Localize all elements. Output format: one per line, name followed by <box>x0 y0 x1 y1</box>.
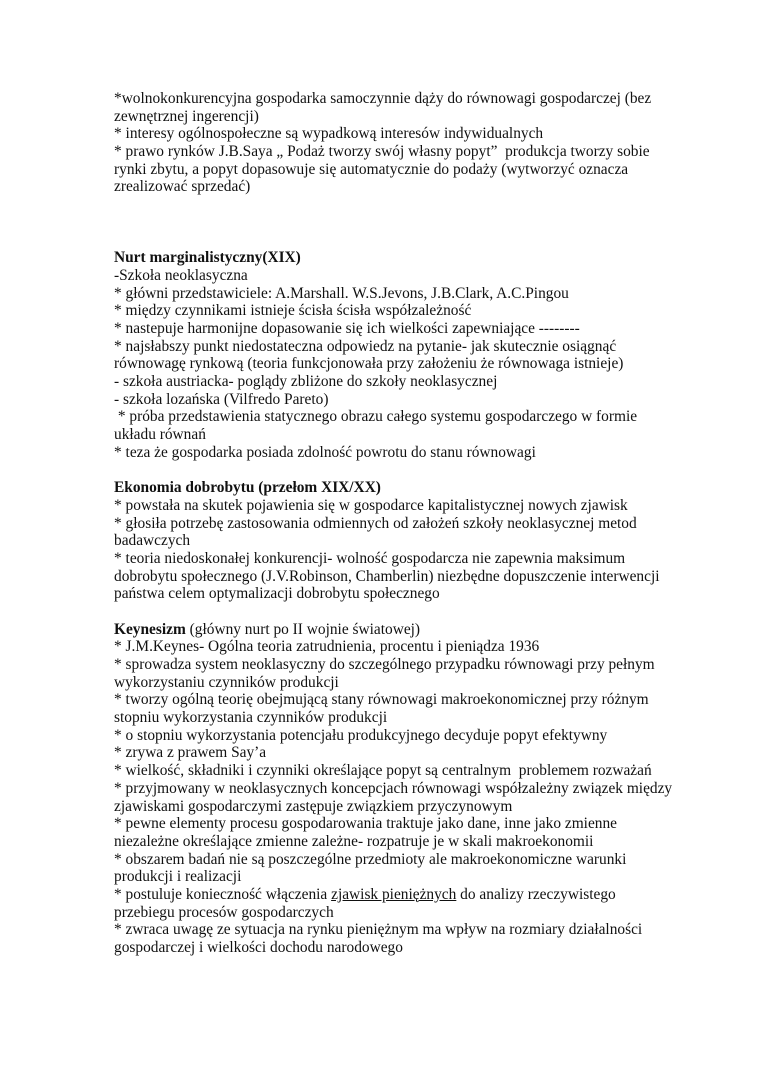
text-line: przebiegu procesów gospodarczych <box>114 903 334 921</box>
text-line: * sprowadza system neoklasyczny do szczególnego przypadku równowagi przy pełnym <box>114 656 655 673</box>
text-line: * między czynnikami istnieje ścisła ścisła współzależność <box>114 302 472 320</box>
text-line: niezależne określające zmienne zależne- rozpatruje je w skali makroekonomii <box>114 832 594 850</box>
section-heading: Keynesizm <box>114 620 186 638</box>
text-line: - szkoła austriacka- poglądy zbliżone do szkoły neoklasycznej <box>114 373 498 390</box>
spacer <box>114 603 674 621</box>
text-line: * tworzy ogólną teorię obejmującą stany równowagi makroekonomicznej przy różnym <box>114 691 649 709</box>
spacer <box>114 461 674 479</box>
section-heading: Ekonomia dobrobytu (przełom XIX/XX) <box>114 479 381 497</box>
text-line: * prawo rynków J.B.Saya „ Podaż tworzy swój własny popyt” produkcja tworzy sobie <box>114 143 650 161</box>
text-line: równowagę rynkową (teoria funkcjonowała przy założeniu że równowaga istnieje) <box>114 355 624 373</box>
text-line: * głosiła potrzebę zastosowania odmiennych od założeń szkoły neoklasycznej metod <box>114 514 637 532</box>
text-line: * teza że gospodarka posiada zdolność powrotu do stanu równowagi <box>114 443 536 461</box>
text-line: gospodarczej i wielkości dochodu narodowego <box>114 939 403 956</box>
keynesianism-section <box>114 621 674 957</box>
text-line: układu równań <box>114 426 206 444</box>
text-line: stopniu wykorzystania czynników produkcji <box>114 709 388 727</box>
marginalism-section <box>114 249 674 461</box>
text-line: * nastepuje harmonijne dopasowanie się ich wielkości zapewniające -------- <box>114 319 580 337</box>
text-line: wykorzystaniu czynników produkcji <box>114 673 339 691</box>
text-line: badawczych <box>114 532 191 550</box>
spacer <box>114 232 674 250</box>
welfare-section <box>114 479 674 603</box>
text-line: * główni przedstawiciele: A.Marshall. W.S.Jevons, J.B.Clark, A.C.Pingou <box>114 284 569 302</box>
text-line: * zwraca uwagę ze sytuacja na rynku pieniężnym ma wpływ na rozmiary działalności <box>114 921 643 939</box>
text-line: * teoria niedoskonałej konkurencji- wolność gospodarcza nie zapewnia maksimum <box>114 549 626 567</box>
text-line: * próba przedstawienia statycznego obrazu całego systemu gospodarczego w formie <box>114 408 638 426</box>
text-line: * obszarem badań nie są poszczególne przedmioty ale makroekonomiczne warunki <box>114 850 627 868</box>
text-line: *wolnokonkurencyjna gospodarka samoczynnie dąży do równowagi gospodarczej (bez <box>114 90 652 107</box>
intro-section <box>114 90 674 196</box>
text-line: produkcji i realizacji <box>114 868 242 886</box>
text-line <box>114 886 674 904</box>
section-heading: Nurt marginalistyczny(XIX) <box>114 249 301 267</box>
text-line: * interesy ogólnospołeczne są wypadkową interesów indywidualnych <box>114 125 544 143</box>
text-line: zjawiskami gospodarczymi zastępuje związkiem przyczynowym <box>114 797 513 815</box>
text-line: * najsłabszy punkt niedostateczna odpowiedz na pytanie- jak skutecznie osiągnąć <box>114 337 617 355</box>
text-line: zrealizować sprzedać) <box>114 178 251 196</box>
text-line: * powstała na skutek pojawienia się w gospodarce kapitalistycznej nowych zjawisk <box>114 496 628 514</box>
text-fragment: do analizy rzeczywistego <box>456 885 616 903</box>
text-line: zewnętrznej ingerencji) <box>114 107 259 125</box>
text-line: - szkoła lozańska (Vilfredo Pareto) <box>114 390 329 408</box>
money-phenomena-link[interactable]: zjawisk pieniężnych <box>331 885 457 903</box>
section-subtitle: (główny nurt po II wojnie światowej) <box>185 620 421 638</box>
text-line: dobrobytu społecznego (J.V.Robinson, Chamberlin) niezbędne dopuszczenie interwencji <box>114 567 660 585</box>
spacer <box>114 214 674 232</box>
text-line: * przyjmowany w neoklasycznych koncepcjach równowagi współzależny związek między <box>114 779 673 797</box>
text-line: rynki zbytu, a popyt dopasowuje się automatycznie do podaży (wytworzyć oznacza <box>114 160 629 178</box>
text-line: * J.M.Keynes- Ogólna teoria zatrudnienia, procentu i pieniądza 1936 <box>114 638 540 656</box>
text-line: * wielkość, składniki i czynniki określające popyt są centralnym problemem rozważań <box>114 762 652 780</box>
spacer <box>114 196 674 214</box>
text-line: * pewne elementy procesu gospodarowania traktuje jako dane, inne jako zmienne <box>114 815 618 833</box>
text-line: państwa celem optymalizacji dobrobytu społecznego <box>114 585 440 603</box>
document-page <box>114 90 674 957</box>
text-line: * zrywa z prawem Say’a <box>114 744 267 762</box>
text-line: -Szkoła neoklasyczna <box>114 266 248 284</box>
text-line: * o stopniu wykorzystania potencjału produkcyjnego decyduje popyt efektywny <box>114 726 608 744</box>
section-heading-line <box>114 621 674 639</box>
text-fragment: * postuluje konieczność włączenia <box>114 885 332 903</box>
